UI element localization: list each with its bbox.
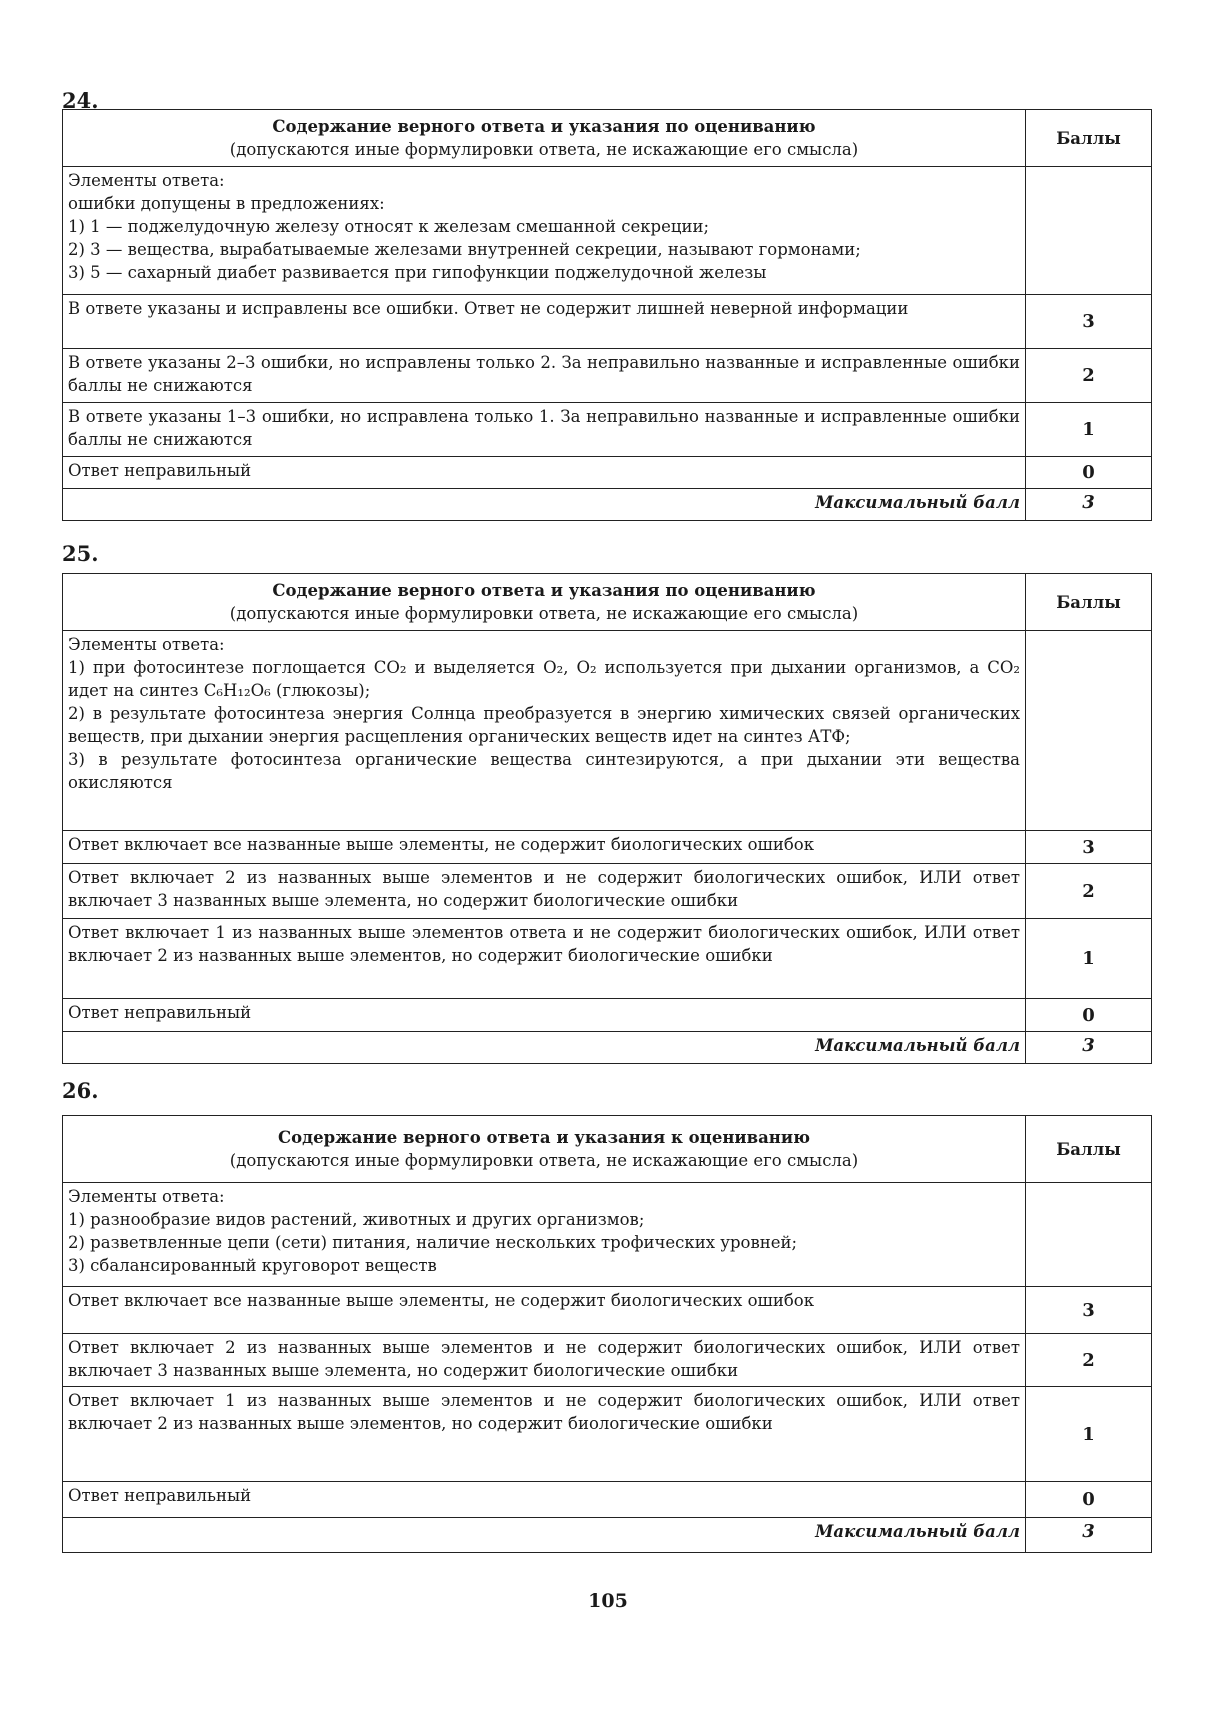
- criterion-row: [63, 999, 1152, 1032]
- answer-element: 1) 1 — поджелудочную железу относят к железам смешанной секреции;: [68, 217, 710, 236]
- criterion-score: 0: [1026, 1482, 1152, 1518]
- header-subtitle: (допускаются иные формулировки ответа, не искажающие его смысла): [229, 140, 859, 159]
- criterion-text: Ответ неправильный: [63, 457, 1026, 489]
- criterion-row: [63, 919, 1152, 999]
- task-number: 24.: [62, 88, 99, 113]
- answer-element: Элементы ответа:: [68, 171, 225, 190]
- answer-elements-cell: [63, 1183, 1026, 1287]
- criterion-row: [63, 1482, 1152, 1518]
- criterion-row: [63, 1334, 1152, 1387]
- header-score: Баллы: [1026, 574, 1152, 631]
- criterion-score: 3: [1026, 831, 1152, 864]
- criterion-row: [63, 864, 1152, 919]
- table-header-row: [63, 110, 1152, 167]
- header-subtitle: (допускаются иные формулировки ответа, не искажающие его смысла): [229, 604, 859, 623]
- max-score-row: [63, 1032, 1152, 1064]
- scoring-table-24: [62, 109, 1152, 521]
- scoring-table-26: [62, 1115, 1152, 1553]
- table-header-row: [63, 1116, 1152, 1183]
- scoring-table-25: [62, 573, 1152, 1064]
- criterion-text: Ответ включает 2 из названных выше элементов и не содержит биологических ошибок, ИЛИ ответ включает 3 названных выше элемента, но содержит биологические ошибки: [63, 864, 1026, 919]
- max-score-value: 3: [1026, 1518, 1152, 1553]
- criterion-row: [63, 295, 1152, 349]
- max-score-value: 3: [1026, 489, 1152, 521]
- criterion-row: [63, 457, 1152, 489]
- criterion-text: Ответ неправильный: [63, 1482, 1026, 1518]
- criterion-score: 2: [1026, 1334, 1152, 1387]
- answer-element: 2) 3 — вещества, вырабатываемые железами внутренней секреции, называют гормонами;: [68, 240, 861, 259]
- criterion-score: 1: [1026, 1387, 1152, 1482]
- answer-element: 2) разветвленные цепи (сети) питания, наличие нескольких трофических уровней;: [68, 1233, 798, 1252]
- header-subtitle: (допускаются иные формулировки ответа, не искажающие его смысла): [229, 1151, 859, 1170]
- answer-element: Элементы ответа:: [68, 1187, 225, 1206]
- header-title: Содержание верного ответа и указания по оцениванию: [272, 581, 816, 600]
- page-number: 105: [588, 1590, 628, 1612]
- max-score-row: [63, 489, 1152, 521]
- header-content-cell: [63, 574, 1026, 631]
- criterion-score: 0: [1026, 457, 1152, 489]
- criterion-text: Ответ включает 2 из названных выше элементов и не содержит биологических ошибок, ИЛИ ответ включает 3 названных выше элемента, но содержит биологические ошибки: [63, 1334, 1026, 1387]
- criterion-score: 3: [1026, 295, 1152, 349]
- criterion-text: Ответ включает все названные выше элементы, не содержит биологических ошибок: [63, 831, 1026, 864]
- answer-elements-row: [63, 167, 1152, 295]
- header-content-cell: [63, 110, 1026, 167]
- answer-element: Элементы ответа:: [68, 635, 225, 654]
- answer-elements-row: [63, 631, 1152, 831]
- criterion-text: Ответ включает 1 из названных выше элементов ответа и не содержит биологических ошибок, ИЛИ ответ включает 2 из названных выше элементов, но содержит биологические ошибки: [63, 919, 1026, 999]
- header-score: Баллы: [1026, 110, 1152, 167]
- header-title: Содержание верного ответа и указания к оцениванию: [277, 1128, 811, 1147]
- criterion-score: 1: [1026, 403, 1152, 457]
- header-title: Содержание верного ответа и указания по оцениванию: [272, 117, 816, 136]
- max-score-row: [63, 1518, 1152, 1553]
- max-score-value: 3: [1026, 1032, 1152, 1064]
- answer-element: 3) в результате фотосинтеза органические вещества синтезируются, а при дыхании эти вещества окисляются: [68, 750, 1020, 792]
- criterion-score: 1: [1026, 919, 1152, 999]
- answer-elements-row: [63, 1183, 1152, 1287]
- criterion-score: 3: [1026, 1287, 1152, 1334]
- task-number: 26.: [62, 1078, 99, 1103]
- criterion-text: В ответе указаны и исправлены все ошибки. Ответ не содержит лишней неверной информации: [63, 295, 1026, 349]
- criterion-text: Ответ неправильный: [63, 999, 1026, 1032]
- max-score-label: Максимальный балл: [63, 1032, 1026, 1064]
- criterion-score: 2: [1026, 864, 1152, 919]
- max-score-label: Максимальный балл: [63, 1518, 1026, 1553]
- criterion-text: Ответ включает все названные выше элементы, не содержит биологических ошибок: [63, 1287, 1026, 1334]
- header-content-cell: [63, 1116, 1026, 1183]
- criterion-row: [63, 1287, 1152, 1334]
- header-score: Баллы: [1026, 1116, 1152, 1183]
- answer-element: 1) разнообразие видов растений, животных и других организмов;: [68, 1210, 645, 1229]
- criterion-row: [63, 349, 1152, 403]
- criterion-score: 2: [1026, 349, 1152, 403]
- criterion-text: В ответе указаны 1–3 ошибки, но исправлена только 1. За неправильно названные и исправленные ошибки баллы не снижаются: [63, 403, 1026, 457]
- max-score-label: Максимальный балл: [63, 489, 1026, 521]
- answer-element: 1) при фотосинтезе поглощается CO₂ и выделяется O₂, O₂ используется при дыхании организмов, а CO₂ идет на синтез C₆H₁₂O₆ (глюкозы);: [68, 658, 1020, 700]
- empty-score-cell: [1026, 167, 1152, 295]
- criterion-score: 0: [1026, 999, 1152, 1032]
- empty-score-cell: [1026, 631, 1152, 831]
- task-number: 25.: [62, 541, 99, 566]
- criterion-row: [63, 831, 1152, 864]
- answer-elements-cell: [63, 167, 1026, 295]
- answer-element: 2) в результате фотосинтеза энергия Солнца преобразуется в энергию химических связей органических веществ, при дыхании энергия расщепления органических веществ идет на синтез АТФ;: [68, 704, 1020, 746]
- criterion-text: Ответ включает 1 из названных выше элементов и не содержит биологических ошибок, ИЛИ ответ включает 2 из названных выше элементов, но содержит биологические ошибки: [63, 1387, 1026, 1482]
- criterion-row: [63, 1387, 1152, 1482]
- table-header-row: [63, 574, 1152, 631]
- answer-element: ошибки допущены в предложениях:: [68, 194, 385, 213]
- criterion-text: В ответе указаны 2–3 ошибки, но исправлены только 2. За неправильно названные и исправленные ошибки баллы не снижаются: [63, 349, 1026, 403]
- answer-element: 3) сбалансированный круговорот веществ: [68, 1256, 437, 1275]
- answer-element: 3) 5 — сахарный диабет развивается при гипофункции поджелудочной железы: [68, 263, 767, 282]
- empty-score-cell: [1026, 1183, 1152, 1287]
- answer-elements-cell: [63, 631, 1026, 831]
- criterion-row: [63, 403, 1152, 457]
